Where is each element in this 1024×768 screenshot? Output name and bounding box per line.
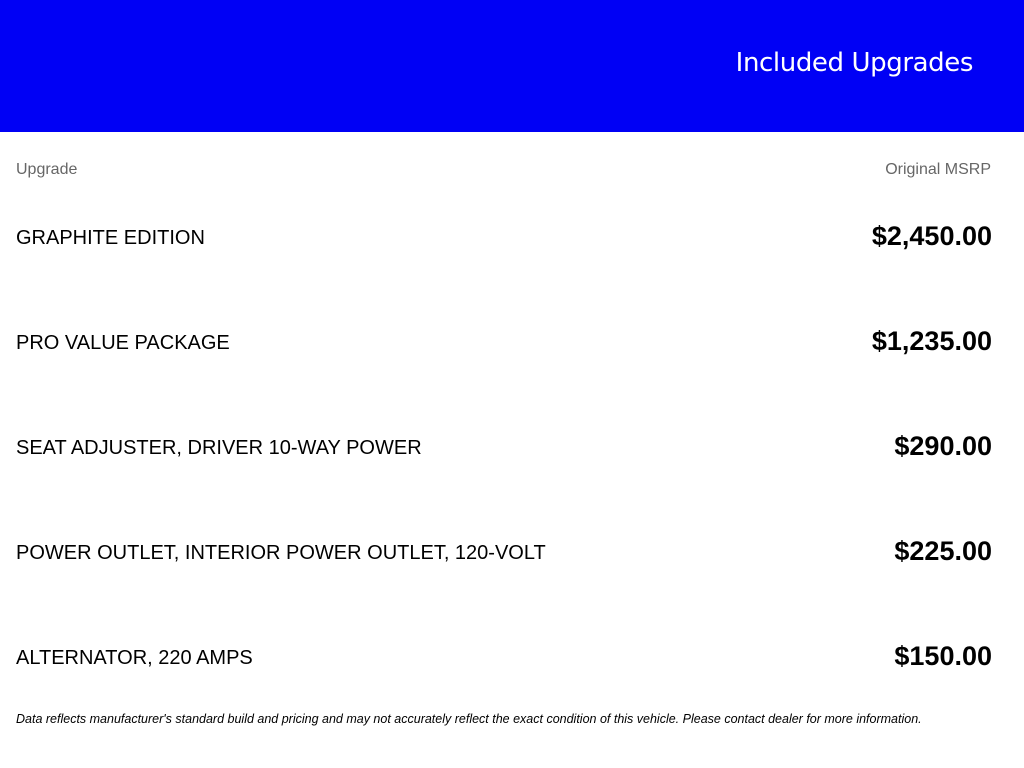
upgrade-name: POWER OUTLET, INTERIOR POWER OUTLET, 120-VOLT <box>16 542 546 564</box>
column-header-msrp: Original MSRP <box>885 161 991 178</box>
column-headers <box>16 161 991 181</box>
upgrade-price: $290.00 <box>894 431 992 461</box>
upgrade-row <box>16 305 992 410</box>
upgrade-price: $225.00 <box>894 536 992 566</box>
upgrade-row <box>16 200 992 305</box>
upgrade-price: $150.00 <box>894 641 992 671</box>
upgrades-list <box>16 200 992 725</box>
upgrade-row <box>16 410 992 515</box>
upgrade-name: ALTERNATOR, 220 AMPS <box>16 647 253 669</box>
disclaimer-text: Data reflects manufacturer's standard build and pricing and may not accurately reflect the exact condition of this vehicle. Please contact dealer for more information. <box>16 712 922 726</box>
upgrade-price: $2,450.00 <box>871 221 992 251</box>
page-title: Included Upgrades <box>735 48 973 78</box>
upgrade-row <box>16 515 992 620</box>
upgrade-row <box>16 620 992 725</box>
upgrade-name: SEAT ADJUSTER, DRIVER 10-WAY POWER <box>16 437 422 459</box>
column-header-upgrade: Upgrade <box>16 161 78 178</box>
upgrade-name: GRAPHITE EDITION <box>16 227 205 249</box>
upgrade-name: PRO VALUE PACKAGE <box>16 332 230 354</box>
upgrade-price: $1,235.00 <box>871 326 992 356</box>
header-banner <box>0 0 1024 132</box>
